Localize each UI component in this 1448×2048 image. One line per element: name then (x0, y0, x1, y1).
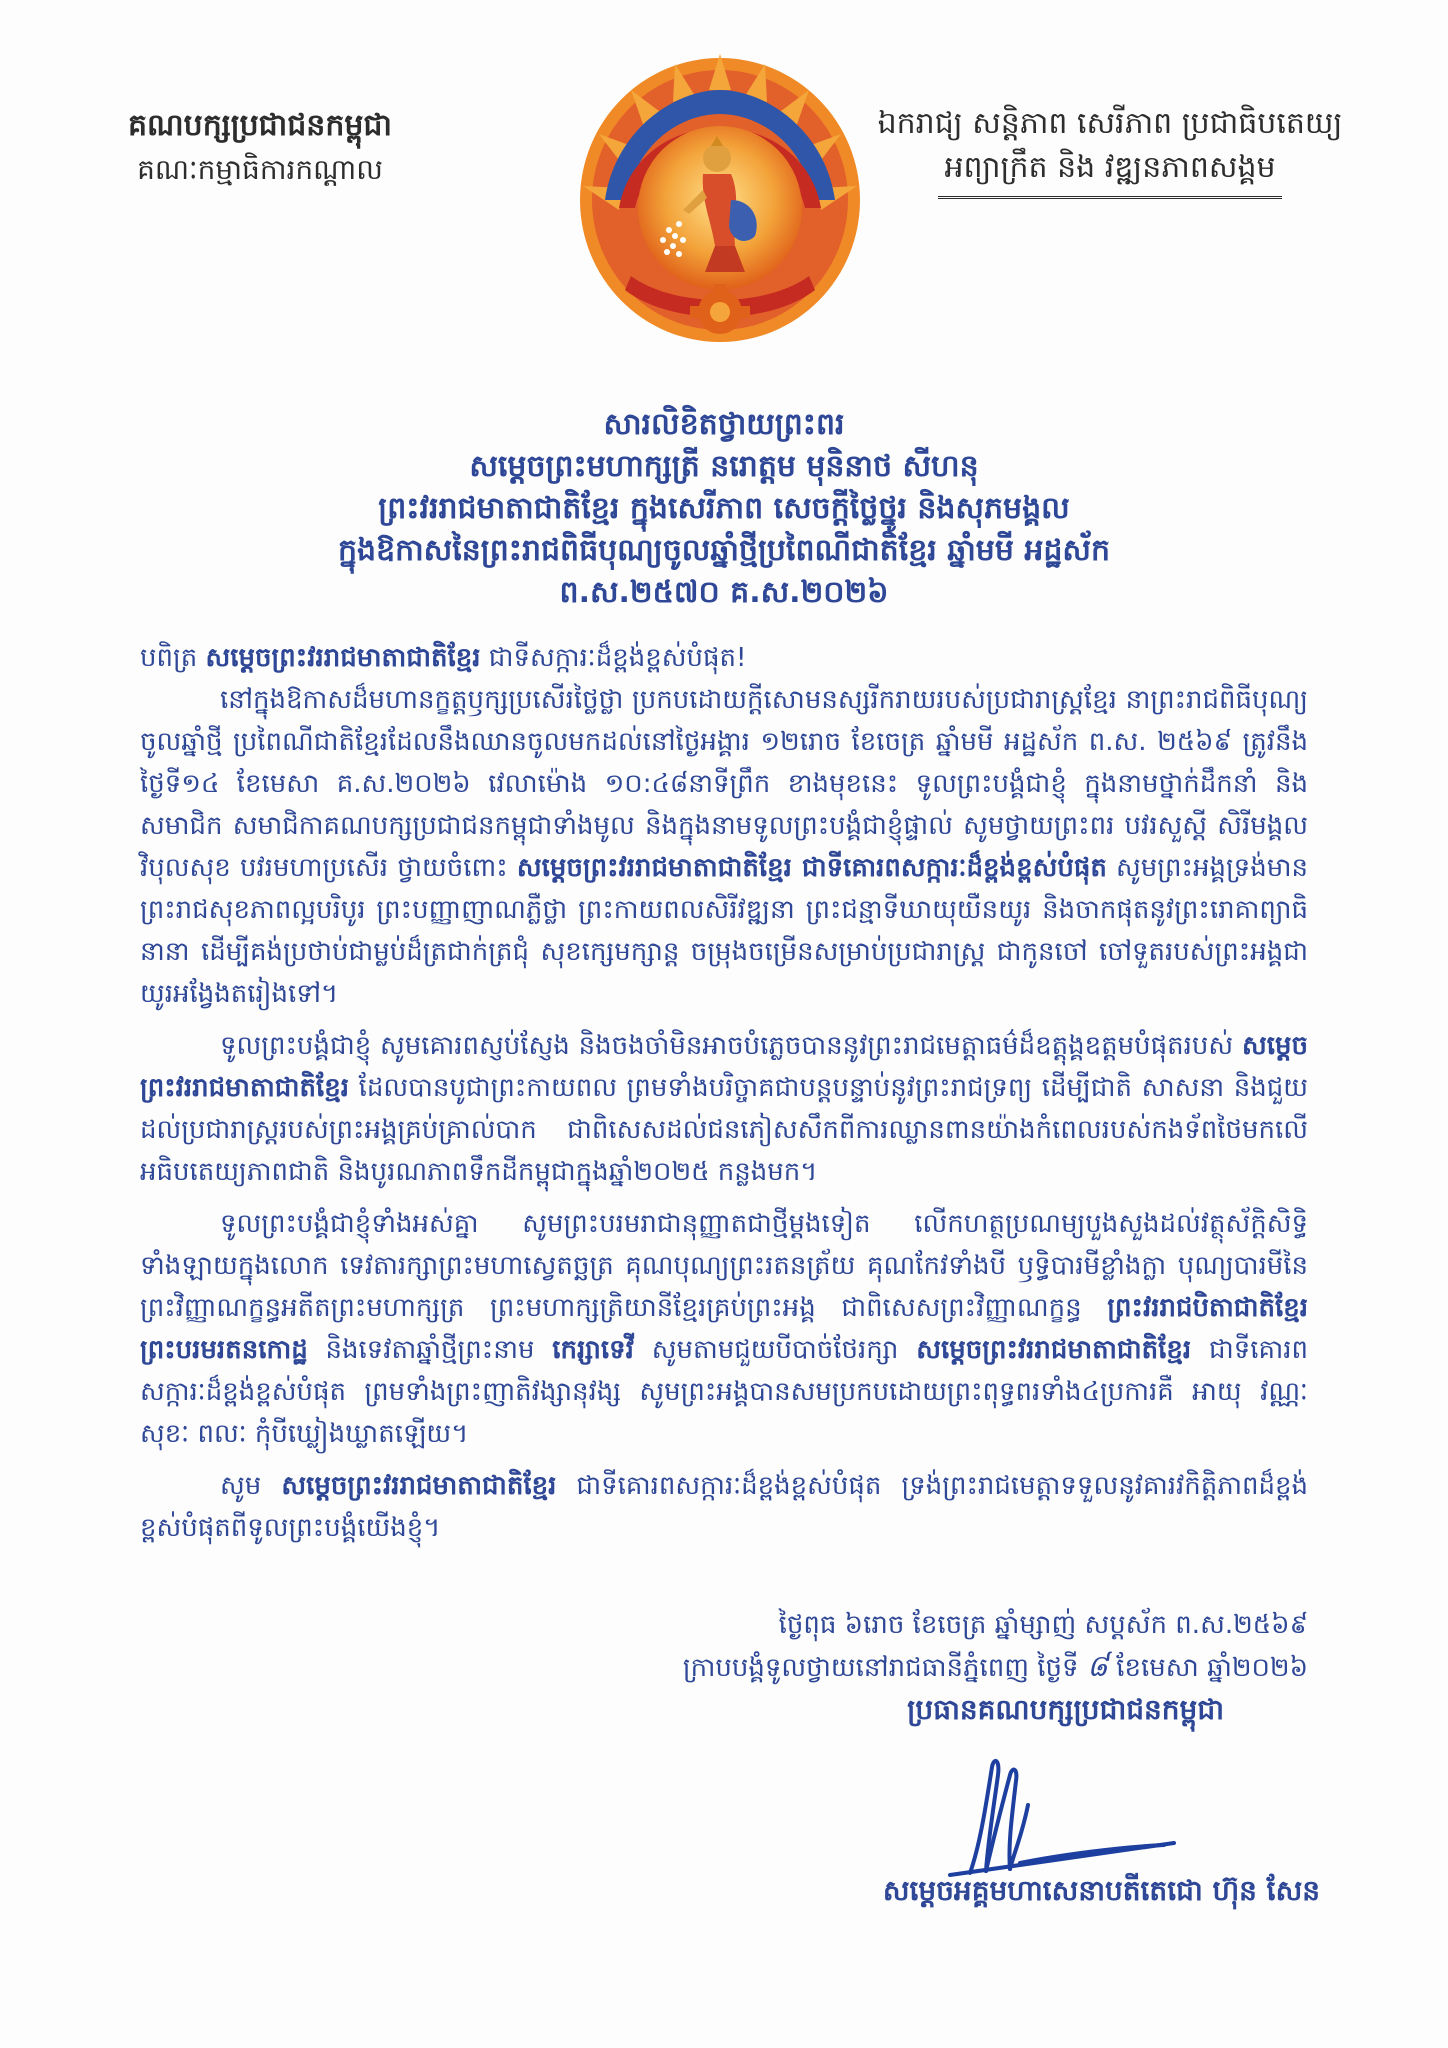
salutation-prefix: បពិត្រ (140, 643, 206, 673)
salutation-suffix: ជាទីសក្ការៈដ៏ខ្ពង់ខ្ពស់បំផុត! (480, 643, 747, 673)
para3-b: ព្រះវររាជបិតាជាតិខ្មែរ ព្រះបរមរតនកោដ្ឋ (140, 1293, 1308, 1365)
para1-a: នៅក្នុងឱកាសដ៏មហានក្ខត្តឫក្សប្រសើរថ្លៃថ្លា ប្រកបដោយក្តីសោមនស្សរីករាយរបស់ប្រជារាស្ត្រខ្មែរ នាព្រះរាជពិធីបុណ្យចូលឆ្នាំថ្មី ប្រពៃណីជាតិខ្មែរដែលនឹងឈានចូលមកដល់នៅថ្ងៃអង្គារ ១២រោច ខែចេត្រ ឆ្នាំមមី អដ្ឋស័ក ព.ស. ២៥៦៩ ត្រូវនឹងថ្ងៃទី១៤ ខែមេសា គ.ស.២០២៦ វេលាម៉ោង ១០:៤៨នាទីព្រឹក ខាងមុខនេះ ទូលព្រះបង្គំជាខ្ញុំ ក្នុងនាមថ្នាក់ដឹកនាំ និងសមាជិក សមាជិកាគណបក្សប្រជាជនកម្ពុជាទាំងមូល និងក្នុងនាមទូលព្រះបង្គំជាខ្ញុំផ្ទាល់ សូមថ្វាយព្រះពរ បវរសួស្តី សិរីមង្គល វិបុលសុខ បវរមហាប្រសើរ ថ្វាយចំពោះ (140, 685, 1308, 883)
para4-c: ជាទីគោរពសក្ការៈដ៏ខ្ពង់ខ្ពស់បំផុត ទ្រង់ព្រះរាជមេត្តាទទួលនូវគារវកិត្តិភាពដ៏ខ្ពង់ខ្ពស់បំផុតពីទូលព្រះបង្គំយើងខ្ញុំ។ (140, 1471, 1308, 1543)
para2-a: ទូលព្រះបង្គំជាខ្ញុំ សូមគោរពស្ញប់ស្ញែង និងចងចាំមិនអាចបំភ្លេចបាននូវព្រះរាជមេត្តាធម៌ដ៏ឧត្តុង្គឧត្តមបំផុតរបស់ (220, 1031, 1242, 1061)
para1-b: សម្តេចព្រះវររាជមាតាជាតិខ្មែរ ជាទីគោរពសក្ការៈដ៏ខ្ពង់ខ្ពស់បំផុត (516, 853, 1107, 883)
paragraph-4 (140, 1465, 1308, 1549)
letter-body (140, 637, 1308, 1549)
para2-b: សម្តេចព្រះវររាជមាតាជាតិខ្មែរ (140, 1031, 1308, 1103)
para3-e: សូមតាមជួយបីបាច់ថែរក្សា (633, 1335, 917, 1365)
para2-c: ដែលបានបូជាព្រះកាយពល ព្រមទាំងបរិច្ចាគជាបន្តបន្ទាប់នូវព្រះរាជទ្រព្យ ដើម្បីជាតិ សាសនា និងជួយដល់ប្រជារាស្ត្ររបស់ព្រះអង្គគ្រប់គ្រាល់បាក ជាពិសេសដល់ជនភៀសសឹកពីការឈ្លានពានយ៉ាងកំពេលរបស់កងទ័ពថៃមកលើអធិបតេយ្យភាពជាតិ និងបូរណភាពទឹកដីកម្ពុជាក្នុងឆ្នាំ២០២៥ កន្លងមក។ (140, 1073, 1308, 1187)
title-line-1: សារលិខិតថ្វាយព្រះពរ (603, 407, 845, 442)
para3-c: និងទេវតាឆ្នាំថ្មីព្រះនាម (307, 1335, 553, 1365)
lunar-date: ថ្ងៃពុធ ៦រោច ខែចេត្រ ឆ្នាំម្សាញ់ សប្តស័ក ព.ស.២៥៦៩ (778, 1610, 1308, 1640)
party-name: គណបក្សប្រជាជនកម្ពុជា (128, 108, 392, 143)
paragraph-3 (140, 1203, 1308, 1455)
para3-a: ទូលព្រះបង្គំជាខ្ញុំទាំងអស់គ្នា សូមព្រះបរមរាជានុញ្ញាតជាថ្មីម្តងទៀត លើកហត្ថប្រណម្យបួងសួងដល់វត្ថុស័ក្តិសិទ្ធិទាំងឡាយក្នុងលោក ទេវតារក្សាព្រះមហាស្វេតច្ឆត្រ គុណបុណ្យព្រះរតនត្រ័យ គុណកែវទាំងបី ឫទ្ធិបារមីខ្លាំងក្លា បុណ្យបារមីនៃព្រះវិញ្ញាណក្ខន្ធអតីតព្រះមហាក្សត្រ ព្រះមហាក្សត្រិយានីខ្មែរគ្រប់ព្រះអង្គ ជាពិសេសព្រះវិញ្ញាណក្ខន្ធ (140, 1209, 1308, 1323)
committee-name: គណៈកម្មាធិការកណ្តាល (137, 153, 383, 186)
header-left (100, 104, 420, 192)
paragraph-2 (140, 1025, 1308, 1193)
place-date (408, 1646, 1308, 1689)
salutation (140, 637, 1308, 679)
motto-line-1: ឯករាជ្យ សន្តិភាព សេរីភាព ប្រជាធិបតេយ្យ (877, 106, 1343, 141)
signer-name: សម្តេចអគ្គមហាសេនាបតីតេជោ ហ៊ុន សែន (882, 1874, 1320, 1907)
closing-block (408, 1604, 1308, 1731)
header-right (860, 102, 1360, 199)
title-line-5: ព.ស.២៥៧០ គ.ស.២០២៦ (559, 575, 889, 610)
title-line-2: សម្តេចព្រះមហាក្សត្រី នរោត្តម មុនិនាថ សីហនុ (469, 449, 979, 484)
letter-title (150, 404, 1298, 614)
place-date-suffix: ខែមេសា ឆ្នាំ២០២៦ (1108, 1653, 1308, 1683)
para4-b: សម្តេចព្រះវររាជមាតាជាតិខ្មែរ (281, 1471, 557, 1501)
title-line-4: ក្នុងឱកាសនៃព្រះរាជពិធីបុណ្យចូលឆ្នាំថ្មីប្រពៃណីជាតិខ្មែរ ឆ្នាំមមី អដ្ឋស័ក (337, 533, 1111, 568)
place-date-prefix: ក្រាបបង្គំទូលថ្វាយនៅរាជធានីភ្នំពេញ ថ្ងៃទី (682, 1653, 1087, 1683)
para4-a: សូម (220, 1471, 282, 1501)
para3-d: កេរ្សាទេវី (552, 1335, 634, 1365)
para3-g: ជាទីគោរពសក្ការៈដ៏ខ្ពង់ខ្ពស់បំផុត ព្រមទាំងព្រះញាតិវង្សានុវង្ស សូមព្រះអង្គបានសមប្រកបដោយព្រះពុទ្ធពរទាំង៤ប្រការគឺ អាយុ វណ្ណៈ សុខៈ ពលៈ កុំបីឃ្លៀងឃ្លាតឡើយ។ (140, 1335, 1308, 1449)
salutation-bold: សម្តេចព្រះវររាជមាតាជាតិខ្មែរ (205, 643, 481, 673)
para1-c: សូមព្រះអង្គទ្រង់មានព្រះរាជសុខភាពល្អបរិបូរ ព្រះបញ្ញាញាណភ្លឺថ្លា ព្រះកាយពលសិរីវឌ្ឍនា ព្រះជន្មាទីឃាយុយឺនយូរ និងចាកផុតនូវព្រះរោគាព្យាធិនានា ដើម្បីគង់ប្រថាប់ជាម្លប់ដ៏ត្រជាក់ត្រជុំ សុខក្សេមក្សាន្ត ចម្រុងចម្រើនសម្រាប់ប្រជារាស្ត្រ ជាកូនចៅ ចៅទួតរបស់ព្រះអង្គជាយូរអង្វែងតរៀងទៅ។ (140, 853, 1308, 1009)
president-title: ប្រធានគណបក្សប្រជាជនកម្ពុជា (907, 1693, 1224, 1726)
party-emblem-logo (565, 50, 875, 350)
para3-f: សម្តេចព្រះវររាជមាតាជាតិខ្មែរ (916, 1335, 1192, 1365)
motto-line-2: អព្យាក្រឹត និង វឌ្ឍនភាពសង្គម (938, 146, 1281, 199)
title-line-3: ព្រះវររាជមាតាជាតិខ្មែរ ក្នុងសេរីភាព សេចក្តីថ្លៃថ្នូរ និងសុភមង្គល (378, 491, 1070, 526)
paragraph-1 (140, 679, 1308, 1015)
handwritten-day: ៨ (1086, 1649, 1109, 1684)
